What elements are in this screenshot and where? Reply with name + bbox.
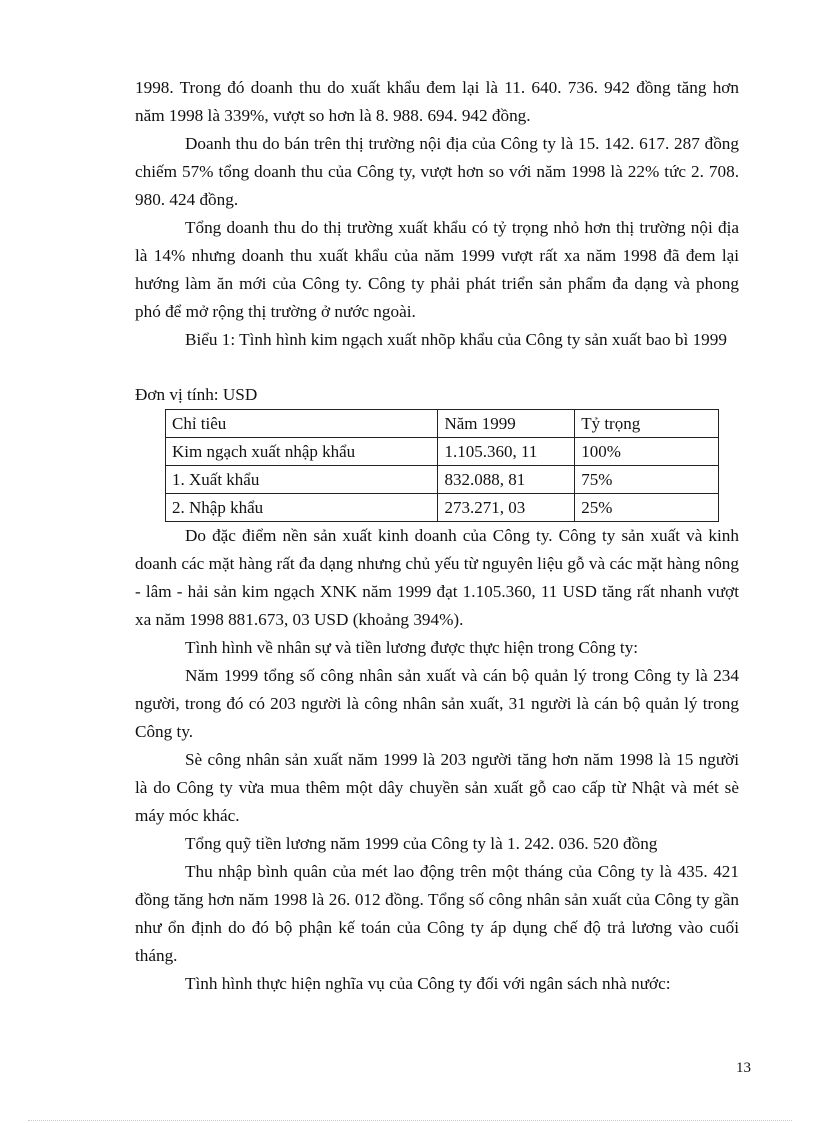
header-cell-share: Tỷ trọng — [575, 410, 719, 438]
table-cell: 100% — [575, 438, 719, 466]
text-block-top — [135, 74, 739, 354]
table-cell: 1. Xuất khẩu — [166, 466, 438, 494]
paragraph-budget-obligation: Tình hình thực hiện nghĩa vụ của Công ty đối với ngân sách nhà nước: — [185, 974, 671, 993]
page-number: 13 — [736, 1060, 751, 1076]
paragraph-average-income: Thu nhập bình quân của mét lao động trên một tháng của Công ty là 435. 421 đồng tăng hơn năm 1998 là 26. 012 đồng. Tổng số công nhân sản xuất của Công ty gần như ổn định do đó bộ phận kế toán của Công ty áp dụng chế độ trả lương vào cuối tháng. — [135, 862, 739, 965]
paragraph-revenue-export: 1998. Trong đó doanh thu do xuất khẩu đem lại là 11. 640. 736. 942 đồng tăng hơn năm 1998 là 339%, vượt so hơn là 8. 988. 694. 942 đồng. — [135, 78, 739, 125]
paragraph-export-share: Tổng doanh thu do thị trường xuất khẩu có tỷ trọng nhỏ hơn thị trường nội địa là 14% nhưng doanh thu xuất khẩu của năm 1999 vượt rất xa năm 1998 đã đem lại hướng làm ăn mới của Công ty. Công ty phải phát triển sản phẩm đa dạng và phong phó để mở rộng thị trường ở nước ngoài. — [135, 218, 739, 321]
table-header-row — [166, 410, 719, 438]
header-cell-year: Năm 1999 — [438, 410, 575, 438]
table-row — [166, 438, 719, 466]
paragraph-staff-count: Năm 1999 tổng số công nhân sản xuất và cán bộ quản lý trong Công ty là 234 người, trong đó có 203 người là công nhân sản xuất, 31 người là cán bộ quản lý trong Công ty. — [135, 666, 739, 741]
footer-divider — [28, 1120, 792, 1121]
paragraph-revenue-domestic: Doanh thu do bán trên thị trường nội địa của Công ty là 15. 142. 617. 287 đồng chiếm 57% tổng doanh thu của Công ty, vượt hơn so với năm 1998 là 22% tức 2. 708. 980. 424 đồng. — [135, 134, 739, 209]
table-caption: Biểu 1: Tình hình kim ngạch xuất nhõp khẩu của Công ty sản xuất bao bì 1999 — [185, 330, 727, 349]
table-cell: 75% — [575, 466, 719, 494]
header-cell-indicator: Chỉ tiêu — [166, 410, 438, 438]
paragraph-hr-heading: Tình hình về nhân sự và tiền lương được thực hiện trong Công ty: — [185, 638, 639, 657]
paragraph-worker-increase: Sè công nhân sản xuất năm 1999 là 203 người tăng hơn năm 1998 là 15 người là do Công ty vừa mua thêm một dây chuyền sản xuất gỗ cao cấp từ Nhật và mét sè máy móc khác. — [135, 750, 739, 825]
unit-label: Đơn vị tính: USD — [135, 385, 258, 404]
paragraph-business-features: Do đặc điểm nền sản xuất kinh doanh của Công ty. Công ty sản xuất và kinh doanh các mặt hàng rất đa dạng nhưng chủ yếu từ nguyên liệu gỗ và các mặt hàng nông - lâm - hải sản kim ngạch XNK năm 1999 đạt 1.105.360, 11 USD tăng rất nhanh vượt xa năm 1998 881.673, 03 USD (khoảng 394%). — [135, 526, 739, 629]
table-cell: Kim ngạch xuất nhập khẩu — [166, 438, 438, 466]
paragraph-wage-fund: Tổng quỹ tiền lương năm 1999 của Công ty là 1. 242. 036. 520 đồng — [185, 834, 658, 853]
text-block-bottom — [135, 522, 739, 998]
table-cell: 273.271, 03 — [438, 494, 575, 522]
table-cell: 25% — [575, 494, 719, 522]
import-export-table — [165, 409, 719, 522]
table-row — [166, 466, 719, 494]
table-cell: 2. Nhập khẩu — [166, 494, 438, 522]
table-cell: 1.105.360, 11 — [438, 438, 575, 466]
table-row — [166, 494, 719, 522]
table-cell: 832.088, 81 — [438, 466, 575, 494]
